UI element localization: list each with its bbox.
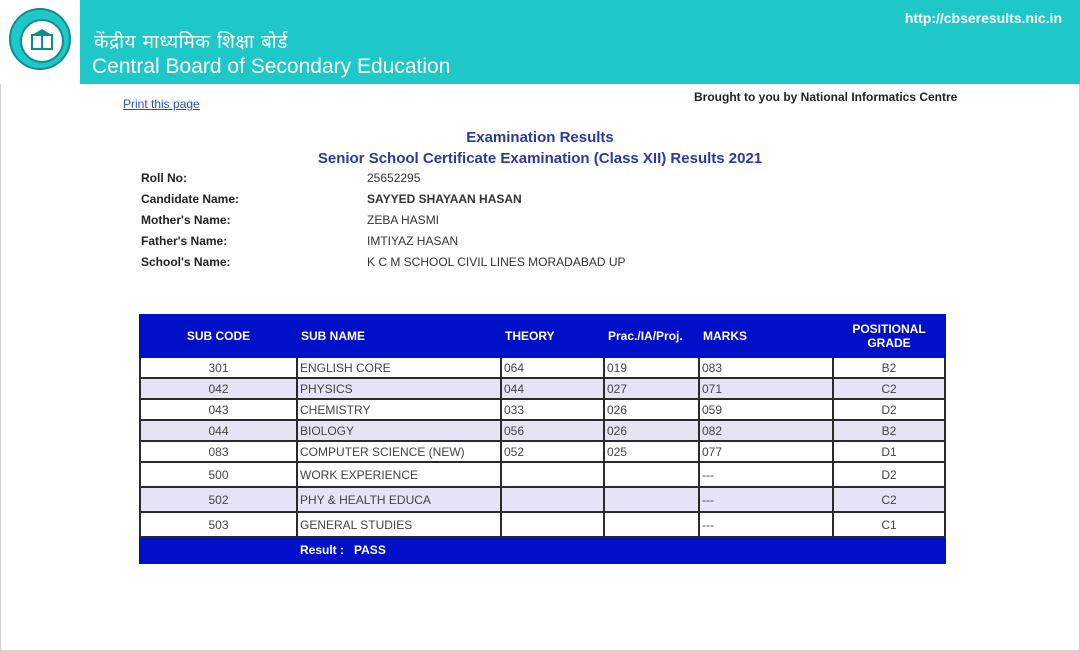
sub-code-cell: 042 bbox=[140, 378, 297, 399]
mother-name-value: ZEBA HASMI bbox=[367, 213, 440, 227]
theory-cell bbox=[501, 462, 604, 487]
header-theory: THEORY bbox=[501, 315, 604, 357]
board-name-english: Central Board of Secondary Education bbox=[92, 55, 451, 78]
candidate-name-value: SAYYED SHAYAAN HASAN bbox=[367, 192, 522, 206]
theory-cell bbox=[501, 487, 604, 512]
table-row bbox=[140, 378, 945, 399]
school-name-label: School's Name: bbox=[141, 255, 231, 269]
site-url: http://cbseresults.nic.in bbox=[904, 10, 1062, 26]
table-row bbox=[140, 420, 945, 441]
header-practical: Prac./IA/Proj. bbox=[604, 315, 699, 357]
marks-cell: 059 bbox=[699, 399, 833, 420]
sub-code-cell: 301 bbox=[140, 357, 297, 378]
practical-cell bbox=[604, 487, 699, 512]
practical-cell: 025 bbox=[604, 441, 699, 462]
candidate-name-label: Candidate Name: bbox=[141, 192, 240, 206]
sub-name-cell: WORK EXPERIENCE bbox=[297, 462, 501, 487]
page-title: Examination Results bbox=[466, 129, 614, 146]
header-marks: MARKS bbox=[699, 315, 833, 357]
table-row bbox=[140, 399, 945, 420]
header-positional-grade bbox=[833, 315, 945, 357]
sub-name-cell: ENGLISH CORE bbox=[297, 357, 501, 378]
board-name-hindi: केंद्रीय माध्यमिक शिक्षा बोर्ड bbox=[94, 31, 288, 53]
marks-cell: --- bbox=[699, 512, 833, 537]
practical-cell: 027 bbox=[604, 378, 699, 399]
result-cell bbox=[297, 537, 945, 563]
page-subtitle: Senior School Certificate Examination (Class XII) Results 2021 bbox=[317, 150, 763, 167]
sub-code-cell: 044 bbox=[140, 420, 297, 441]
table-row bbox=[140, 462, 945, 487]
credit-text: Brought to you by National Informatics Centre bbox=[694, 90, 958, 104]
header-sub-code: SUB CODE bbox=[140, 315, 297, 357]
table-row bbox=[140, 441, 945, 462]
print-page-link[interactable]: Print this page bbox=[123, 97, 200, 111]
grade-cell: C1 bbox=[833, 512, 945, 537]
marks-cell: 083 bbox=[699, 357, 833, 378]
mother-name-label: Mother's Name: bbox=[141, 213, 231, 227]
sub-code-cell: 043 bbox=[140, 399, 297, 420]
theory-cell: 044 bbox=[501, 378, 604, 399]
result-spacer bbox=[140, 537, 297, 563]
practical-cell: 019 bbox=[604, 357, 699, 378]
theory-cell: 064 bbox=[501, 357, 604, 378]
sub-name-cell: BIOLOGY bbox=[297, 420, 501, 441]
sub-name-cell: CHEMISTRY bbox=[297, 399, 501, 420]
header-sub-name: SUB NAME bbox=[297, 315, 501, 357]
marks-cell: --- bbox=[699, 462, 833, 487]
grade-cell: C2 bbox=[833, 378, 945, 399]
header-grade-line1: POSITIONAL bbox=[852, 322, 926, 336]
results-table bbox=[139, 314, 946, 564]
sub-name-cell: GENERAL STUDIES bbox=[297, 512, 501, 537]
theory-cell: 056 bbox=[501, 420, 604, 441]
grade-cell: D2 bbox=[833, 399, 945, 420]
header-grade-line2: GRADE bbox=[867, 336, 911, 350]
table-header-row bbox=[140, 315, 945, 357]
table-row bbox=[140, 357, 945, 378]
theory-cell: 033 bbox=[501, 399, 604, 420]
practical-cell: 026 bbox=[604, 420, 699, 441]
sub-name-cell: PHY & HEALTH EDUCA bbox=[297, 487, 501, 512]
result-row bbox=[140, 537, 945, 563]
grade-cell: D1 bbox=[833, 441, 945, 462]
practical-cell bbox=[604, 462, 699, 487]
sub-code-cell: 500 bbox=[140, 462, 297, 487]
theory-cell bbox=[501, 512, 604, 537]
theory-cell: 052 bbox=[501, 441, 604, 462]
roll-value: 25652295 bbox=[367, 171, 421, 185]
grade-cell: B2 bbox=[833, 357, 945, 378]
sub-name-cell: PHYSICS bbox=[297, 378, 501, 399]
school-name-value: K C M SCHOOL CIVIL LINES MORADABAD UP bbox=[367, 255, 626, 269]
table-row bbox=[140, 487, 945, 512]
practical-cell bbox=[604, 512, 699, 537]
site-header bbox=[0, 0, 1080, 84]
father-name-label: Father's Name: bbox=[141, 234, 228, 248]
marks-cell: 082 bbox=[699, 420, 833, 441]
sub-code-cell: 083 bbox=[140, 441, 297, 462]
marks-cell: 077 bbox=[699, 441, 833, 462]
grade-cell: D2 bbox=[833, 462, 945, 487]
result-label: Result : bbox=[300, 543, 345, 557]
table-row bbox=[140, 512, 945, 537]
practical-cell: 026 bbox=[604, 399, 699, 420]
logo-container bbox=[0, 0, 80, 84]
cbse-logo-icon bbox=[9, 8, 71, 70]
marks-cell: 071 bbox=[699, 378, 833, 399]
father-name-value: IMTIYAZ HASAN bbox=[367, 234, 459, 248]
sub-name-cell: COMPUTER SCIENCE (NEW) bbox=[297, 441, 501, 462]
sub-code-cell: 502 bbox=[140, 487, 297, 512]
result-value: PASS bbox=[354, 543, 386, 557]
marks-cell: --- bbox=[699, 487, 833, 512]
sub-code-cell: 503 bbox=[140, 512, 297, 537]
grade-cell: C2 bbox=[833, 487, 945, 512]
grade-cell: B2 bbox=[833, 420, 945, 441]
roll-label: Roll No: bbox=[141, 171, 187, 185]
